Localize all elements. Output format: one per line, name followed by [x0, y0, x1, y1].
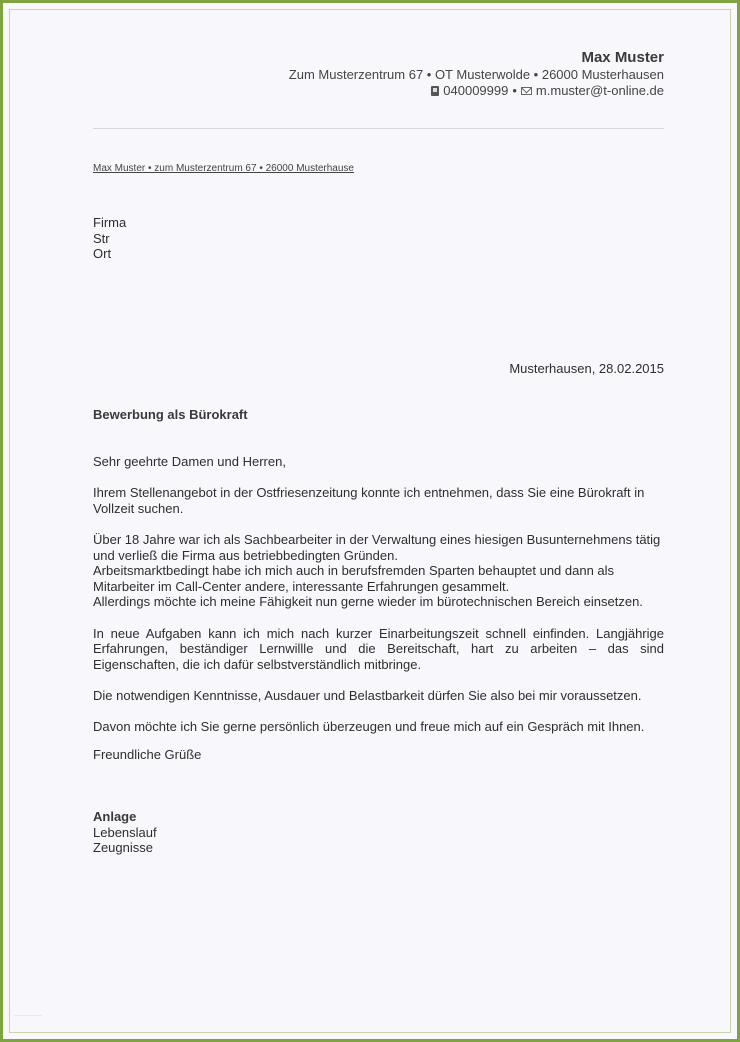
- paragraph-4: Die notwendigen Kenntnisse, Ausdauer und Belastbarkeit dürfen Sie also bei mir voraussetzen.: [93, 687, 642, 703]
- sender-contact: [289, 83, 664, 99]
- paragraph-5: Davon möchte ich Sie gerne persönlich überzeugen und freue mich auf ein Gespräch mit Ihnen.: [93, 719, 645, 735]
- recipient-block: [93, 215, 126, 262]
- sender-email: m.muster@t-online.de: [535, 83, 664, 98]
- recipient-company: Firma: [93, 215, 127, 230]
- sender-name: Max Muster: [581, 49, 664, 66]
- letter-date: Musterhausen, 28.02.2015: [509, 361, 664, 376]
- phone-icon: [431, 86, 439, 96]
- letter-body: [93, 454, 664, 750]
- attachments-block: [93, 809, 157, 856]
- paragraph-2-part-1: Über 18 Jahre war ich als Sachbearbeiter in der Verwaltung eines hiesigen Busunternehmens tätig und verließ die Firma aus betriebbedingten Gründen.: [93, 531, 661, 563]
- paragraph-2-part-2: Arbeitsmarktbedingt habe ich mich auch in berufsfremden Sparten behauptet und dann als Mitarbeiter im Call-Center andere, interessante Erfahrungen gesammelt.: [93, 563, 615, 594]
- paragraph-1: Ihrem Stellenangebot in der Ostfriesenzeitung konnte ich entnehmen, dass Sie eine Bürokraft in Vollzeit suchen.: [93, 485, 645, 516]
- header-divider: [93, 128, 664, 129]
- recipient-street: Str: [93, 230, 110, 246]
- contact-separator: •: [512, 83, 517, 98]
- paragraph-2-part-3: Allerdings möchte ich meine Fähigkeit nun gerne wieder im bürotechnischen Bereich einsetzen.: [93, 594, 643, 610]
- letter-subject: Bewerbung als Bürokraft: [93, 407, 248, 422]
- paragraph-2: [93, 532, 664, 610]
- mail-icon: [521, 87, 532, 95]
- sender-block: [289, 49, 664, 99]
- return-address: Max Muster • zum Musterzentrum 67 • 26000 Musterhause: [93, 163, 354, 174]
- attachment-item: Zeugnisse: [93, 840, 153, 855]
- faint-watermark: [14, 1015, 42, 1022]
- sender-address: Zum Musterzentrum 67 • OT Musterwolde • 26000 Musterhausen: [288, 67, 664, 82]
- attachment-item: Lebenslauf: [93, 824, 157, 840]
- attachments-heading: Anlage: [93, 809, 137, 824]
- recipient-city: Ort: [93, 246, 112, 261]
- sender-phone: 040009999: [443, 83, 509, 98]
- salutation: Sehr geehrte Damen und Herren,: [93, 454, 286, 469]
- paragraph-3: In neue Aufgaben kann ich mich nach kurzer Einarbeitungszeit schnell einfinden. Langjährige Erfahrungen, beständiger Lernwillle und die Bereitschaft, hart zu arbeiten – das sind Eigenschaften, die ich dafür selbstverständlich mitbringe.: [93, 625, 664, 672]
- closing: Freundliche Grüße: [93, 747, 202, 762]
